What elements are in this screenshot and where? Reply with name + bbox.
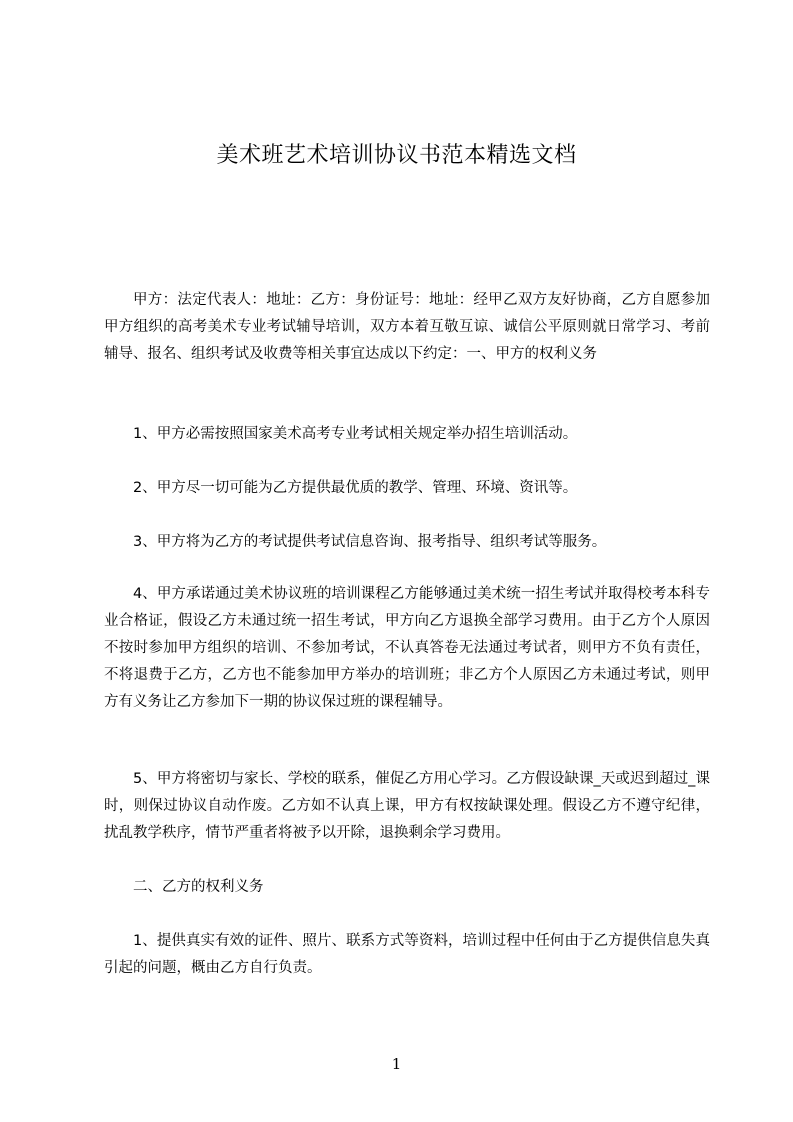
paragraph-party-a-item-1: 1、甲方必需按照国家美术高考专业考试相关规定举办招生培训活动。 xyxy=(133,426,578,442)
paragraph-intro: 甲方：法定代表人：地址：乙方：身份证号：地址：经甲乙双方友好协商，乙方自愿参加甲方组织的高考美术专业考试辅导培训，双方本着互敬互谅、诚信公平原则就日常学习、考前辅导、报名、组织考试及收费等相关事宜达成以下约定：一、甲方的权利义务 xyxy=(104,292,710,362)
document-title: 美术班艺术培训协议书范本精选文档 xyxy=(216,143,577,168)
paragraph-party-a-item-4: 4、甲方承诺通过美术协议班的培训课程乙方能够通过美术统一招生考试并取得校考本科专业合格证，假设乙方未通过统一招生考试，甲方向乙方退换全部学习费用。由于乙方个人原因不按时参加甲方组织的培训、不参加考试，不认真答卷无法通过考试者，则甲方不负有责任，不将退费于乙方，乙方也不能参加甲方举办的培训班；非乙方个人原因乙方未通过考试，则甲方有义务让乙方参加下一期的协议保过班的课程辅导。 xyxy=(104,586,710,710)
paragraph-party-a-item-2: 2、甲方尽一切可能为乙方提供最优质的教学、管理、环境、资讯等。 xyxy=(133,480,578,496)
paragraph-party-a-item-3: 3、甲方将为乙方的考试提供考试信息咨询、报考指导、组织考试等服务。 xyxy=(133,534,607,550)
section-heading-party-b: 二、乙方的权利义务 xyxy=(133,879,264,895)
paragraph-party-a-item-5: 5、甲方将密切与家长、学校的联系，催促乙方用心学习。乙方假设缺课_天或迟到超过_课时，则保过协议自动作废。乙方如不认真上课，甲方有权按缺课处理。假设乙方不遵守纪律，扰乱教学秩序，情节严重者将被予以开除，退换剩余学习费用。 xyxy=(104,771,710,841)
paragraph-party-b-item-1: 1、提供真实有效的证件、照片、联系方式等资料，培训过程中任何由于乙方提供信息失真引起的问题，概由乙方自行负责。 xyxy=(104,933,710,976)
page-number: 1 xyxy=(391,1055,402,1073)
